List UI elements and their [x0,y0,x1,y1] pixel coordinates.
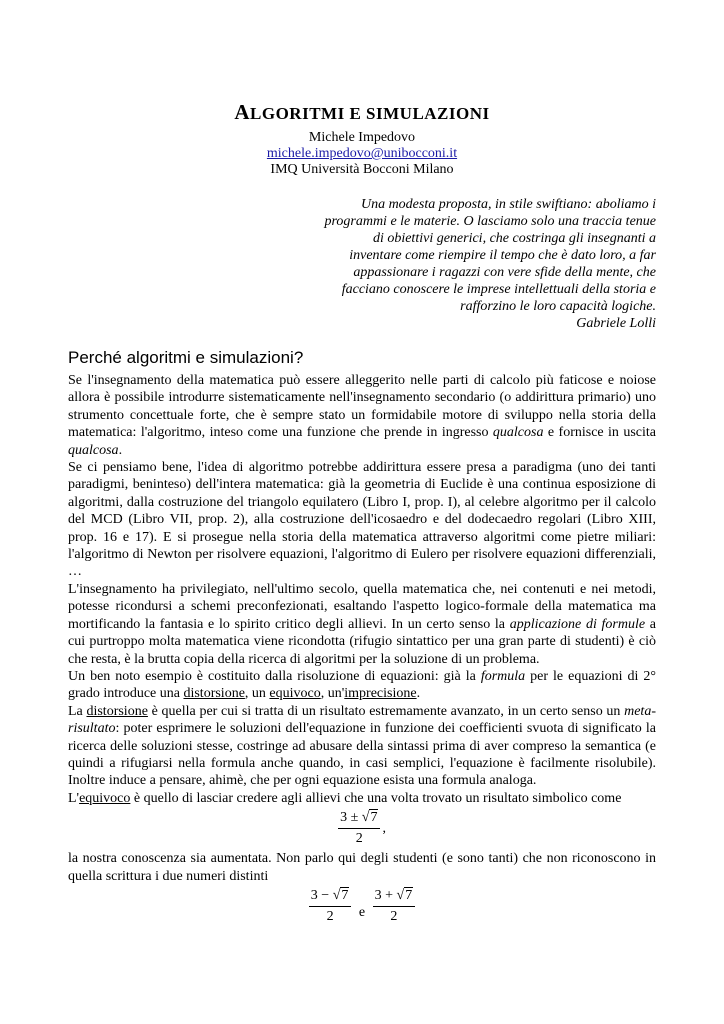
paragraph-4: Un ben noto esempio è costituito dalla risoluzione di equazioni: già la formula per le equazioni di 2° grado introduce una distorsione, un equivoco, un'imprecisione. [68,668,657,702]
paragraph-6: L'equivoco è quello di lasciar credere agli allievi che una volta trovato un risultato simbolico come [68,790,622,806]
paragraph-7: la nostra conoscenza sia aumentata. Non parlo qui degli studenti (e sono tanti) che non riconoscono in quella scrittura i due numeri distinti [68,851,656,884]
epigraph-author: Gabriele Lolli [576,316,656,331]
epigraph [318,196,656,332]
author-affiliation: IMQ Università Bocconi Milano [270,162,454,177]
fraction-left: $\frac{3 - √7}{2}$ [309,887,352,926]
author-block [68,130,656,178]
formula-plus-minus: $\frac{3 \pm √7}{2}$ , [340,810,386,847]
conjunction: e [358,905,366,921]
paragraph-2: Se ci pensiamo bene, l'idea di algoritmo potrebbe addirittura essere presa a paradigma (uno dei tanti paradigmi, beninteso) dell'intera matematica: già la geometria di Euclide è una continua esposizione di algoritmi, dalla costruzione del triangolo equilatero (Libro I, prop. I), al celebre algoritmo per il calcolo del MCD (Libro VII, prop. 2), alla costruzione dell'icosaedro e del dodecaedro regolari (Libro XIII, prop. 16 e 17). E si prosegue nella storia della matematica attraverso algoritmi come pietre miliari: l'algoritmo di Newton per risolvere equazioni, l'algoritmo di Eulero per risolvere equazioni differenziali, … [68,460,656,580]
fraction-right: $\frac{3 + √7}{2}$ [373,887,416,926]
title-part-1: LGORITMI E [250,104,367,123]
section-heading: Perché algoritmi e simulazioni? [68,348,304,367]
title-part-2: SIMULAZIONI [366,104,490,123]
paragraph-3: L'insegnamento ha privilegiato, nell'ultimo secolo, quella matematica che, nei contenuti e nei metodi, potesse ricondursi a schemi preconfezionati, esaltando l'aspetto logico-formale della matematica ma mortificando la fantasia e lo spirito critico degli allievi. In un certo senso la applicazione di formule a cui purtroppo molta matematica viene ricondotta (rifugio sintattico per una gran parte di studenti) è ciò che resta, è la brutta copia della ricerca di algoritmi per la soluzione di un problema. [68,581,657,667]
paper-title [68,100,656,126]
formula-two-roots [68,887,656,926]
sqrt-symbol: √7 [396,887,413,903]
paragraph-5: La distorsione è quella per cui si tratta di un risultato estremamente avanzato, in un certo senso un meta-risultato: poter esprimere le soluzioni dell'equazione in funzione dei coefficienti svuota di significato la ricerca delle soluzioni stesse, costringe ad abusare della sintassi prima di aver compreso la semantica (e quindi a rifugiarsi nella formula anche quando, in casi semplici, l'equazione è facilmente risolubile). Inoltre induce a pensare, ahimè, che per ogni equazione esista una formula analoga. [68,703,656,789]
sqrt-symbol: √7 [332,887,349,903]
document-page [68,100,656,928]
sqrt-symbol: √7 [361,810,378,826]
fraction: $\frac{3 \pm √7}{2}$ [338,809,380,848]
author-email-link[interactable]: michele.impedovo@unibocconi.it [266,146,458,161]
paragraph-1: Se l'insegnamento della matematica può essere alleggerito nelle parti di calcolo più faticose e noiose allora è possibile introdurre sistematicamente nell'insegnamento secondario (o addirittura primario) uno strumento concettuale forte, che è sempre stato un formidabile motore di sviluppo nella storia della matematica: l'algoritmo, inteso come una funzione che prende in ingresso qualcosa e fornisce in uscita qualcosa. [68,373,656,458]
title-initial: A [234,100,251,124]
author-name: Michele Impedovo [308,130,416,145]
epigraph-text: Una modesta proposta, in stile swiftiano: aboliamo i programmi e le materie. O lasciamo solo una traccia tenue di obiettivi generici, che costringa gli insegnanti a inventare come riempire il tempo che è dato loro, a far appassionare i ragazzi con vere sfide della mente, che facciano conoscere le imprese intellettuali della storia e rafforzino le loro capacità logiche. [324,197,656,314]
